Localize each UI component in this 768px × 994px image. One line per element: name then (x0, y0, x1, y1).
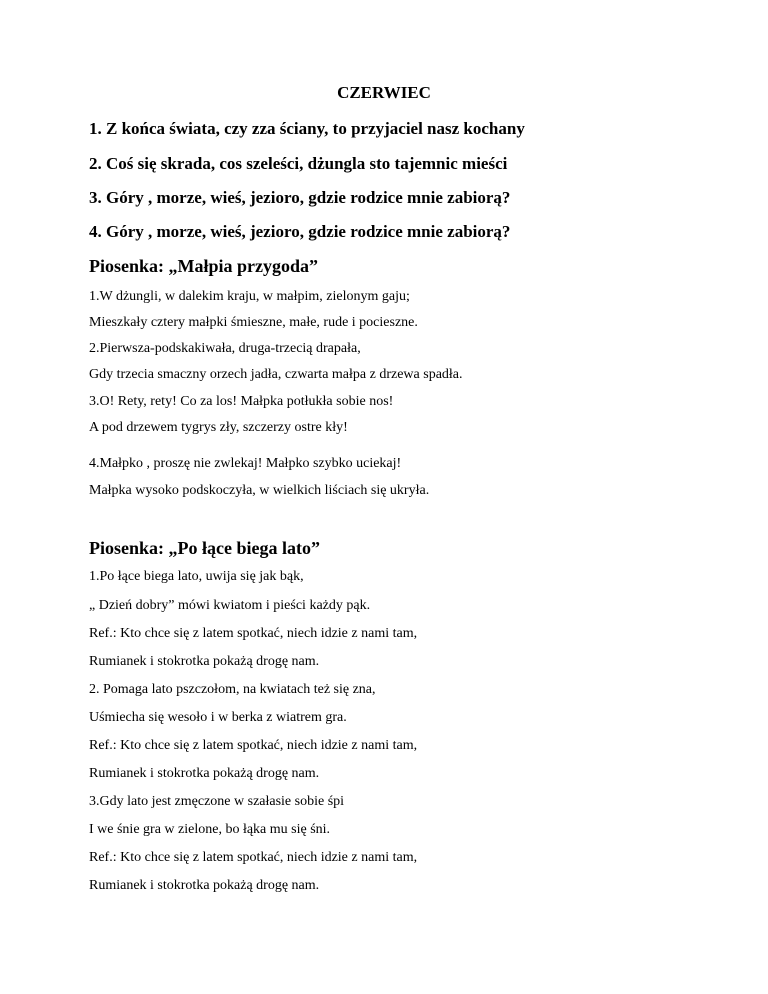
song2-line: Ref.: Kto chce się z latem spotkać, niech idzie z nami tam, (89, 626, 418, 641)
document-title: CZERWIEC (337, 83, 431, 102)
numbered-line-4: 4. Góry , morze, wieś, jezioro, gdzie rodzice mnie zabiorą? (89, 222, 511, 241)
numbered-line-1: 1. Z końca świata, czy zza ściany, to przyjaciel nasz kochany (89, 119, 525, 138)
song1-line: Gdy trzecia smaczny orzech jadła, czwarta małpa z drzewa spadła. (89, 367, 463, 382)
song2-line: 3.Gdy lato jest zmęczone w szałasie sobie śpi (89, 794, 345, 809)
song2-line: „ Dzień dobry” mówi kwiatom i pieści każdy pąk. (89, 598, 371, 613)
numbered-line-2: 2. Coś się skrada, cos szeleści, dżungla sto tajemnic mieści (89, 154, 508, 173)
song1-line: Małpka wysoko podskoczyła, w wielkich liściach się ukryła. (89, 483, 430, 498)
song2-line: I we śnie gra w zielone, bo łąka mu się śni. (89, 822, 331, 837)
song1-heading: Piosenka: „Małpia przygoda” (89, 256, 319, 276)
song1-line: A pod drzewem tygrys zły, szczerzy ostre kły! (89, 420, 348, 435)
song2-line: 1.Po łące biega lato, uwija się jak bąk, (89, 569, 304, 584)
song1-line: 4.Małpko , proszę nie zwlekaj! Małpko szybko uciekaj! (89, 456, 402, 471)
song2-line: Ref.: Kto chce się z latem spotkać, niech idzie z nami tam, (89, 850, 418, 865)
song1-line: Mieszkały cztery małpki śmieszne, małe, rude i pocieszne. (89, 315, 418, 330)
numbered-line-3: 3. Góry , morze, wieś, jezioro, gdzie rodzice mnie zabiorą? (89, 188, 511, 207)
song2-heading: Piosenka: „Po łące biega lato” (89, 538, 320, 558)
song2-line: Rumianek i stokrotka pokażą drogę nam. (89, 766, 320, 781)
song2-line: Uśmiecha się wesoło i w berka z wiatrem gra. (89, 710, 347, 725)
song1-line: 1.W dżungli, w dalekim kraju, w małpim, zielonym gaju; (89, 289, 410, 304)
song2-line: 2. Pomaga lato pszczołom, na kwiatach też się zna, (89, 682, 376, 697)
song2-line: Ref.: Kto chce się z latem spotkać, niech idzie z nami tam, (89, 738, 418, 753)
song1-line: 2.Pierwsza-podskakiwała, druga-trzecią drapała, (89, 341, 361, 356)
song2-line: Rumianek i stokrotka pokażą drogę nam. (89, 878, 320, 893)
song2-line: Rumianek i stokrotka pokażą drogę nam. (89, 654, 320, 669)
song1-line: 3.O! Rety, rety! Co za los! Małpka potłukła sobie nos! (89, 394, 394, 409)
